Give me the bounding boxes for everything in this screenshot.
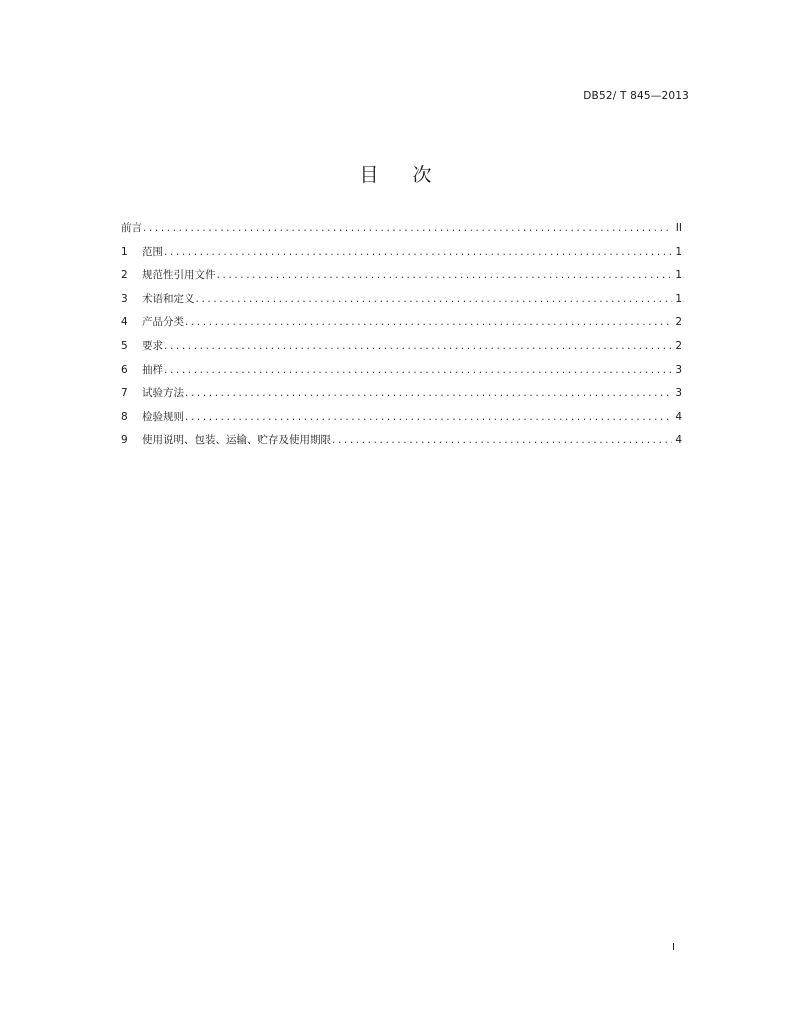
toc-title-char-1: 目 [359,164,379,186]
toc-leader-dots [217,269,673,281]
toc-entry-product-classification[interactable] [121,314,682,338]
toc-entry-page: 2 [675,316,682,329]
toc-entry-number: 6 [121,363,128,376]
toc-entry-text: 范围 [142,245,163,258]
toc-entry-page: II [675,222,682,234]
toc-leader-dots [164,340,672,352]
toc-title-char-2: 次 [412,164,432,186]
toc-entry-number: 7 [121,387,128,400]
toc-leader-dots [185,411,672,423]
toc-entry-page: 4 [675,410,682,423]
toc-entry-page: 1 [675,269,682,282]
document-code: DB52/ T 845—2013 [583,90,689,102]
toc-leader-dots [332,434,672,446]
toc-entry-page: 3 [675,387,682,400]
toc-entry-page: 1 [675,292,682,305]
toc-leader-dots [164,246,672,258]
toc-entry-number: 5 [121,339,128,352]
toc-entry-text: 使用说明、包装、运输、贮存及使用期限 [142,434,331,447]
toc-entry-page: 2 [675,339,682,352]
toc-entry-page: 1 [675,245,682,258]
toc-entry-number: 2 [121,269,128,282]
toc-entry-instructions-packaging[interactable] [121,432,682,456]
toc-entry-text: 检验规则 [142,410,184,423]
toc-entry-scope[interactable] [121,244,682,268]
toc-entry-terms-definitions[interactable] [121,291,682,315]
toc-entry-text: 产品分类 [142,316,184,329]
toc-entry-inspection-rules[interactable] [121,409,682,433]
toc-leader-dots [185,387,672,399]
toc-entry-text: 试验方法 [142,387,184,400]
toc-entry-text: 术语和定义 [142,292,195,305]
toc-entry-number: 3 [121,292,128,305]
toc-entry-number: 1 [121,245,128,258]
toc-title [0,160,791,187]
toc-entry-number: 9 [121,434,128,447]
table-of-contents [121,220,682,456]
toc-leader-dots [196,293,673,305]
toc-entry-number: 4 [121,316,128,329]
toc-entry-foreword[interactable] [121,220,682,244]
toc-entry-text: 要求 [142,339,163,352]
toc-entry-text: 前言 [121,222,142,234]
toc-entry-sampling[interactable] [121,362,682,386]
toc-leader-dots [143,222,672,234]
toc-entry-requirements[interactable] [121,338,682,362]
toc-entry-number: 8 [121,410,128,423]
toc-leader-dots [185,316,672,328]
page-number: I [672,942,675,953]
toc-leader-dots [164,364,672,376]
toc-entry-text: 规范性引用文件 [142,269,216,282]
toc-entry-text: 抽样 [142,363,163,376]
toc-entry-page: 4 [675,434,682,447]
toc-entry-normative-references[interactable] [121,267,682,291]
toc-entry-page: 3 [675,363,682,376]
toc-entry-test-methods[interactable] [121,385,682,409]
